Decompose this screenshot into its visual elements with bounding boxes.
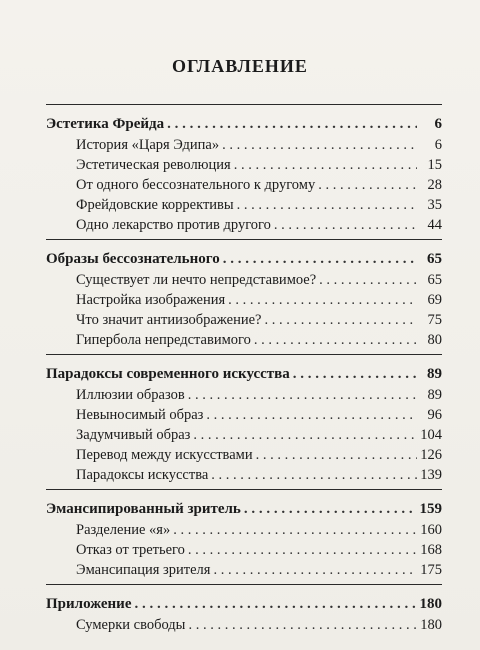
toc-chapter-entry	[46, 425, 442, 445]
toc-entry-page: 160	[420, 522, 442, 538]
toc-entry-title: Существует ли нечто непредставимое?	[76, 272, 317, 288]
dot-leader	[228, 290, 417, 310]
toc-chapter-entry	[46, 290, 442, 310]
toc-chapter-entry	[46, 560, 442, 580]
toc-entry-title: Фрейдовские коррективы	[76, 197, 234, 213]
toc-part-heading	[46, 593, 442, 615]
toc-entry-title: Одно лекарство против другого	[76, 217, 271, 233]
section-divider	[46, 584, 442, 585]
toc-entry-page: 126	[420, 447, 442, 463]
dot-leader	[193, 425, 417, 445]
dot-leader	[223, 248, 417, 270]
toc-entry-page: 139	[420, 467, 442, 483]
toc-entry-title: Иллюзии образов	[76, 387, 185, 403]
toc-entry-page: 15	[427, 157, 442, 173]
toc-entry-page: 75	[427, 312, 442, 328]
toc-entry-title: Эстетика Фрейда	[46, 116, 165, 132]
toc-entry-title: Образы бессознательного	[46, 251, 220, 267]
toc-entry-page: 28	[427, 177, 442, 193]
toc-entry-title: Отказ от третьего	[76, 542, 185, 558]
toc-entry-page: 180	[419, 596, 442, 612]
dot-leader	[256, 445, 417, 465]
toc-entry-title: Что значит антиизображение?	[76, 312, 262, 328]
dot-leader	[274, 215, 417, 235]
section-divider	[46, 104, 442, 105]
toc-part	[46, 489, 442, 580]
dot-leader	[167, 113, 417, 135]
dot-leader	[234, 155, 417, 175]
toc-entry-page: 168	[420, 542, 442, 558]
toc-chapter-entry	[46, 465, 442, 485]
toc-entry-title: История «Царя Эдипа»	[76, 137, 220, 153]
toc-part-heading	[46, 363, 442, 385]
section-divider	[46, 489, 442, 490]
dot-leader	[293, 363, 417, 385]
section-divider	[46, 239, 442, 240]
toc-entry-title: Эстетическая революция	[76, 157, 231, 173]
toc-chapter-entry	[46, 135, 442, 155]
toc-chapter-entry	[46, 270, 442, 290]
toc-part-heading	[46, 498, 442, 520]
toc-entry-page: 65	[427, 272, 442, 288]
toc-entry-page: 96	[427, 407, 442, 423]
dot-leader	[318, 175, 417, 195]
dot-leader	[211, 465, 417, 485]
toc-chapter-entry	[46, 215, 442, 235]
dot-leader	[237, 195, 417, 215]
dot-leader	[264, 310, 417, 330]
dot-leader	[213, 560, 417, 580]
toc-entry-title: Эмансипация зрителя	[76, 562, 211, 578]
toc-chapter-entry	[46, 615, 442, 635]
toc-part-heading	[46, 248, 442, 270]
toc-chapter-entry	[46, 195, 442, 215]
dot-leader	[173, 520, 417, 540]
toc-part	[46, 104, 442, 235]
dot-leader	[222, 135, 417, 155]
dot-leader	[188, 540, 417, 560]
toc-chapter-entry	[46, 175, 442, 195]
toc-part-heading	[46, 113, 442, 135]
toc-entry-title: Парадоксы современного искусства	[46, 366, 290, 382]
toc-chapter-entry	[46, 520, 442, 540]
dot-leader	[188, 615, 417, 635]
toc-entry-title: Настройка изображения	[76, 292, 226, 308]
toc-entry-title: Приложение	[46, 596, 132, 612]
dot-leader	[254, 330, 417, 350]
toc-chapter-entry	[46, 155, 442, 175]
toc-entry-title: Эмансипированный зритель	[46, 501, 241, 517]
toc-entry-title: Задумчивый образ	[76, 427, 191, 443]
toc-chapter-entry	[46, 385, 442, 405]
dot-leader	[244, 498, 417, 520]
toc-entry-page: 44	[427, 217, 442, 233]
toc-chapter-entry	[46, 405, 442, 425]
toc-entry-title: Перевод между искусствами	[76, 447, 253, 463]
toc-entry-title: От одного бессознательного к другому	[76, 177, 316, 193]
dot-leader	[206, 405, 417, 425]
toc-entry-page: 180	[420, 617, 442, 633]
dot-leader	[134, 593, 416, 615]
toc-entry-title: Гипербола непредставимого	[76, 332, 251, 348]
toc-entry-page: 159	[419, 501, 442, 517]
page-title: ОГЛАВЛЕНИЕ	[172, 56, 308, 76]
toc-entry-page: 104	[420, 427, 442, 443]
toc-chapter-entry	[46, 310, 442, 330]
toc-entry-title: Парадоксы искусства	[76, 467, 209, 483]
dot-leader	[319, 270, 417, 290]
toc-entry-page: 89	[427, 387, 442, 403]
toc-chapter-entry	[46, 445, 442, 465]
toc-entry-page: 35	[427, 197, 442, 213]
toc-entry-title: Невыносимый образ	[76, 407, 204, 423]
toc-entry-page: 69	[427, 292, 442, 308]
table-of-contents	[46, 104, 442, 639]
toc-entry-page: 175	[420, 562, 442, 578]
toc-part	[46, 354, 442, 485]
toc-chapter-entry	[46, 540, 442, 560]
dot-leader	[188, 385, 417, 405]
toc-entry-page: 80	[427, 332, 442, 348]
toc-entry-title: Сумерки свободы	[76, 617, 186, 633]
toc-entry-title: Разделение «я»	[76, 522, 171, 538]
toc-entry-page: 6	[434, 116, 442, 132]
toc-chapter-entry	[46, 330, 442, 350]
section-divider	[46, 354, 442, 355]
toc-entry-page: 6	[434, 137, 442, 153]
toc-entry-page: 65	[427, 251, 442, 267]
toc-part	[46, 239, 442, 350]
toc-entry-page: 89	[427, 366, 442, 382]
toc-part	[46, 584, 442, 635]
